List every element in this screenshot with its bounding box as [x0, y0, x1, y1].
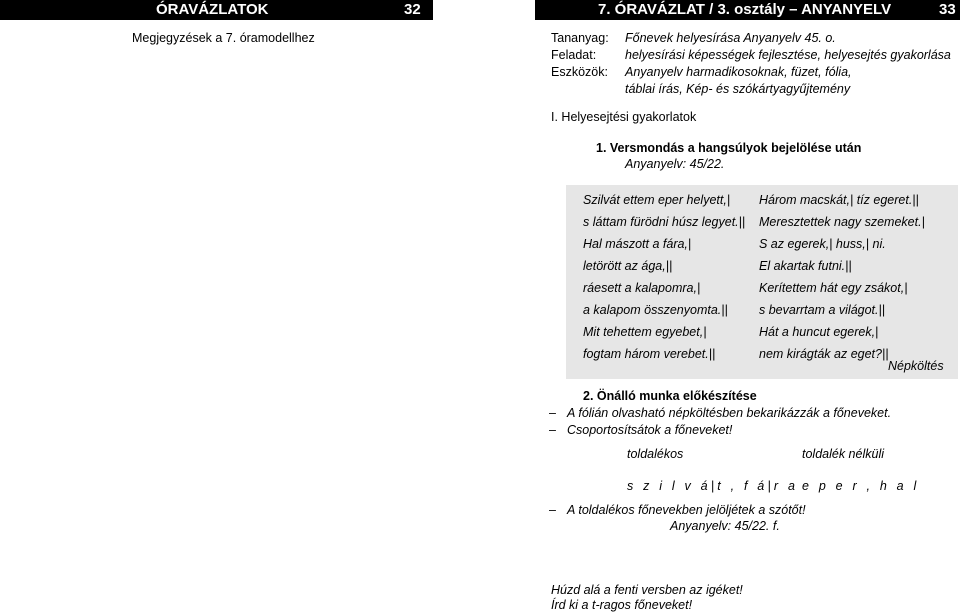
- task2-item-3-reference: Anyanyelv: 45/22. f.: [670, 519, 780, 533]
- header-right-page-number: 33: [939, 1, 956, 18]
- poem-right-line: S az egerek,| huss,| ni.: [759, 237, 886, 251]
- poem-left-line: letörött az ága,||: [583, 259, 673, 273]
- words-toldalekos: s z i l v á|t , f á|r a: [627, 479, 799, 493]
- task2-item-2: Csoportosítsátok a főneveket!: [567, 423, 733, 437]
- task1-reference: Anyanyelv: 45/22.: [625, 157, 725, 171]
- bullet-dash: –: [549, 423, 556, 437]
- poem-right-line: Kerítettem hát egy zsákot,|: [759, 281, 908, 295]
- poem-left-line: Hal mászott a fára,|: [583, 237, 692, 251]
- section1-title: I. Helyesejtési gyakorlatok: [551, 110, 697, 124]
- meta-value-tananyag: Főnevek helyesírása Anyanyelv 45. o.: [625, 31, 836, 45]
- task1-title: 1. Versmondás a hangsúlyok bejelölése után: [596, 141, 862, 155]
- meta-value-feladat: helyesírási képességek fejlesztése, helyesejtés gyakorlása: [625, 48, 951, 62]
- meta-value-eszkozok: Anyanyelv harmadikosoknak, füzet, fólia,: [625, 65, 852, 79]
- header-left-bar: [0, 0, 433, 20]
- header-right-title: 7. ÓRAVÁZLAT / 3. osztály – ANYANYELV: [598, 1, 892, 18]
- poem-right-line: nem kirágták az eget?||: [759, 347, 889, 361]
- poem-right-line: Három macskát,| tíz egeret.||: [759, 193, 919, 207]
- poem-right-line: s bevarrtam a világot.||: [759, 303, 885, 317]
- poem-source: Népköltés: [888, 359, 944, 373]
- meta-label-eszkozok: Eszközök:: [551, 65, 608, 79]
- footer-line-2: Írd ki a t-ragos főneveket!: [551, 598, 693, 612]
- sidebar-note: Megjegyzések a 7. óramodellhez: [132, 31, 315, 45]
- poem-right-line: Meresztettek nagy szemeket.|: [759, 215, 925, 229]
- poem-left-line: ráesett a kalapomra,|: [583, 281, 701, 295]
- meta-label-feladat: Feladat:: [551, 48, 597, 62]
- footer-line-1: Húzd alá a fenti versben az igéket!: [551, 583, 743, 597]
- bullet-dash: –: [549, 406, 556, 420]
- meta-value-eszkozok-cont: táblai írás, Kép- és szókártyagyűjtemény: [625, 82, 851, 96]
- poem-left-line: a kalapom összenyomta.||: [583, 303, 728, 317]
- column-header-toldalek-nelkuli: toldalék nélküli: [802, 447, 884, 461]
- poem-left-line: Szilvát ettem eper helyett,|: [583, 193, 731, 207]
- words-toldalek-nelkuli: e p e r , h a l: [802, 479, 920, 493]
- task2-item-3: A toldalékos főnevekben jelöljétek a szótőt!: [567, 503, 806, 517]
- header-left-page-number: 32: [404, 1, 421, 18]
- poem-left-line: fogtam három verebet.||: [583, 347, 716, 361]
- section2-title: 2. Önálló munka előkészítése: [583, 389, 757, 403]
- task2-item-1: A fólián olvasható népköltésben bekarikázzák a főneveket.: [567, 406, 892, 420]
- poem-left-line: Mit tehettem egyebet,|: [583, 325, 707, 339]
- column-header-toldalekos: toldalékos: [627, 447, 684, 461]
- meta-label-tananyag: Tananyag:: [551, 31, 609, 45]
- header-right-bar: [535, 0, 960, 20]
- bullet-dash: –: [549, 503, 556, 517]
- poem-left-line: s láttam fürödni húsz legyet.||: [583, 215, 746, 229]
- poem-right-line: Hát a huncut egerek,|: [759, 325, 879, 339]
- poem-right-line: El akartak futni.||: [759, 259, 852, 273]
- header-left-title: ÓRAVÁZLATOK: [156, 1, 269, 18]
- poem-box: [566, 185, 958, 379]
